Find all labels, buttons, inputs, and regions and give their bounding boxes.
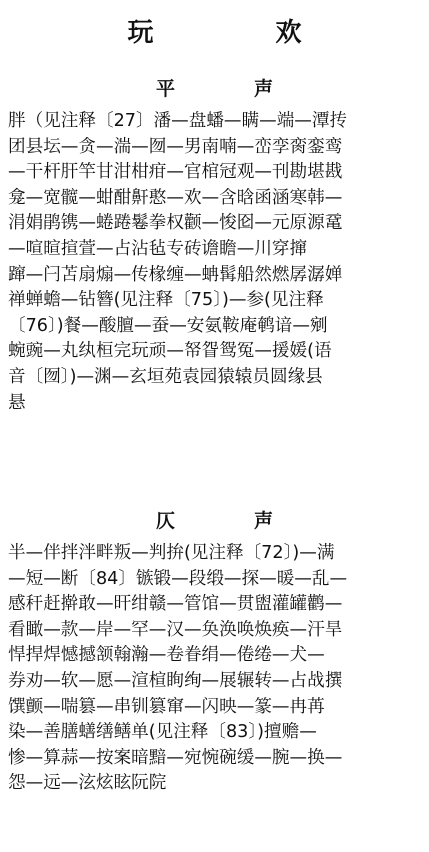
page-title: 玩 欢 [127, 18, 350, 48]
section-heading-ping: 平 声 [155, 78, 303, 100]
text-line: 悍捍焊憾撼颔翰瀚—卷眷绢—倦绻—犬— [8, 645, 325, 666]
text-line: 看瞰—款—岸—罕—汉—奂涣唤焕痪—汗旱 [8, 619, 343, 640]
text-line: 〔76〕)餐—酸膻—蚕—安氨鞍庵鹌谙—剜 [8, 315, 328, 336]
text-line: 蹿—闩苫扇煽—传椽缠—蚺髯船然燃孱潺婵 [8, 264, 343, 285]
text-line: 龛—宽髋—蚶酣鼾憨—欢—含晗函涵寒韩— [8, 187, 343, 208]
text-line: —干杆肝竿甘泔柑疳—官棺冠观—刊勘堪戡 [8, 162, 343, 183]
text-line: 感秆赶擀敢—旰绀赣—管馆—贯盥灌罐鹳— [8, 594, 343, 615]
section-body-ze [8, 541, 426, 797]
text-line: 团县坛—贪—湍—囫—男南喃—峦孪脔銮鸾 [8, 136, 343, 157]
text-line: —喧暄揎萱—占沾毡专砖谵瞻—川穿撺 [8, 238, 308, 259]
section-heading-ze: 仄 声 [155, 510, 303, 532]
section-body-ping [8, 109, 426, 416]
text-line: 半—伴拌泮畔叛—判拚(见注释〔72〕)—满 [8, 543, 335, 563]
text-line: 蜿豌—丸纨桓完玩顽—帑眢鸳冤—援媛(语 [8, 341, 332, 362]
text-line: 染—善膳蟮缮鳝单(见注释〔83〕)擅赡— [8, 722, 317, 743]
text-line: 悬 [8, 392, 26, 413]
text-line: 惨—算蒜—按案暗黯—宛惋碗缓—腕—换— [8, 747, 343, 768]
text-line: 馔颤—喘篡—串钏篡窜—闪映—篆—冉苒 [8, 696, 325, 717]
text-line: —短—断〔84〕镞锻—段缎—探—暖—乱— [8, 568, 348, 589]
text-line: 券劝—软—愿—渲楦眴绚—展辗转—占战撰 [8, 670, 343, 691]
text-line: 禅蝉蟾—钻簪(见注释〔75〕)—参(见注释 [8, 290, 324, 311]
text-line: 怨—远—泫炫眩阮院 [8, 773, 167, 794]
text-line: 胖（见注释〔27〕潘—盘蟠—瞒—端—潭抟 [8, 111, 348, 131]
text-line: 涓娟鹃镌—蜷踡鬈拳权颧—悛囵—元原源鼋 [8, 213, 343, 234]
text-line: 音〔囫〕)—渊—玄垣苑袁园猿辕员圆缘县 [8, 366, 323, 387]
